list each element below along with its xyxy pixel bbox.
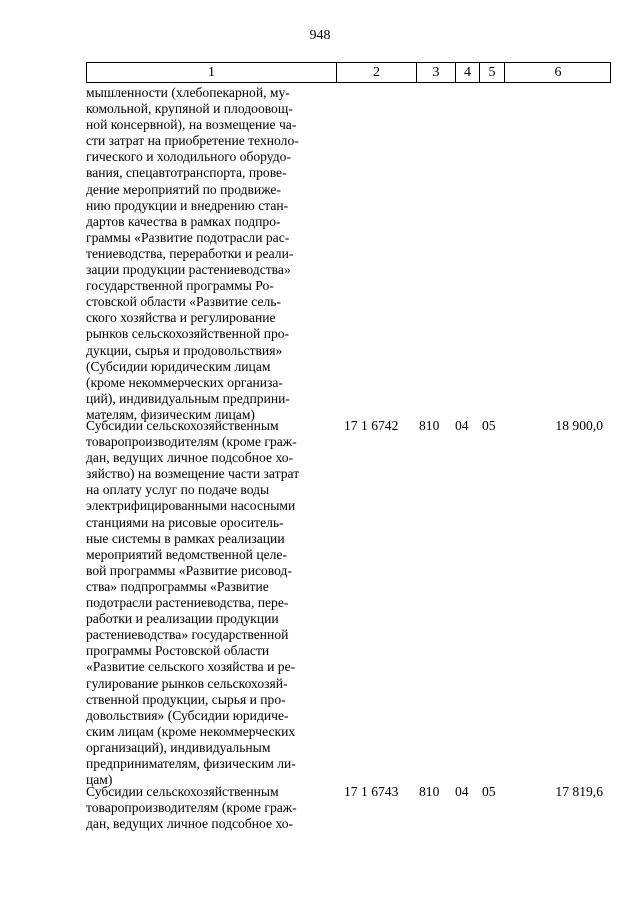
row-subsection: 05 [482,418,496,433]
row-section: 04 [455,418,469,433]
header-col-5: 5 [480,63,505,82]
row-sum: 17 819,6 [555,784,603,799]
row-expense-type: 810 [419,418,440,433]
header-col-3: 3 [417,63,456,82]
header-col-4: 4 [456,63,480,82]
row-description: Субсидии сельскохозяйственным товаропроизводителям (кроме граж- дан, ведущих личное подсобное хо- [86,784,297,832]
row-target-code: 17 1 6743 [344,784,399,799]
row-subsection: 05 [482,784,496,799]
header-col-2: 2 [337,63,417,82]
row-section: 04 [455,784,469,799]
header-col-1: 1 [87,63,337,82]
row-target-code: 17 1 6742 [344,418,399,433]
row-description: Субсидии сельскохозяйственным товаропроизводителям (кроме граж- дан, ведущих личное подсобное хо- зяйство) на возмещение части затрат на оплату услуг по подаче воды электрифицированными насосными станциями на рисовые ороситель- ные системы в рамках реализации мероприятий ведомственной целе- вой программы «Развитие рисовод- ства» подпрограммы «Развитие подотрасли растениеводства, пере- работки и реализации продукции растениеводства» государственной программы Ростовской области «Развитие сельского хозяйства и ре- гулирование рынков сельскохозяй- ственной продукции, сырья и про- довольствия» (Субсидии юридиче- ским лицам (кроме некоммерческих организаций), индивидуальным предпринимателям, физическим ли- цам) [86,418,300,788]
row-expense-type: 810 [419,784,440,799]
row-description: мышленности (хлебопекарной, му- комольной, крупяной и плодоовощ- ной консервной), на возмещение ча- сти затрат на приобретение техноло- гического и холодильного оборудо- вания, спецавтотранспорта, прове- дение мероприятий по продвиже- нию продукции и внедрению стан- дартов качества в рамках подпро- граммы «Развитие подотрасли рас- тениеводства, переработки и реали- зации продукции растениеводства» государственной программы Ро- стовской области «Развитие сель- ского хозяйства и регулирование рынков сельскохозяйственной про- дукции, сырья и продовольствия» (Субсидии юридическим лицам (кроме некоммерческих организа- ций), индивидуальным предприни- мателям, физическим лицам) [86,85,299,422]
row-sum: 18 900,0 [555,418,603,433]
page-number: 948 [309,28,331,43]
header-col-6: 6 [554,65,562,80]
table-header [86,62,611,83]
